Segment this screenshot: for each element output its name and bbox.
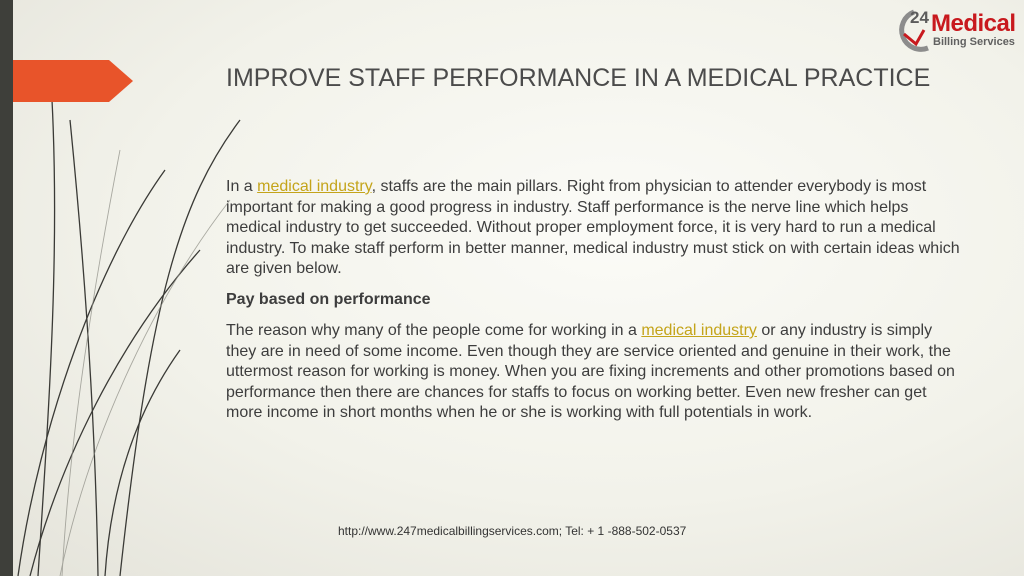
- body-text-start: The reason why many of the people come for working in a: [226, 322, 642, 339]
- footer-contact: http://www.247medicalbillingservices.com; Tel: + 1 -888-502-0537: [338, 524, 687, 538]
- title-arrow-marker: [13, 60, 133, 102]
- page-title: IMPROVE STAFF PERFORMANCE IN A MEDICAL PRACTICE: [226, 64, 931, 92]
- body-text-end: or any industry is simply they are in need of some income. Even though they are service oriented and genuine in their work, the uttermost reason for working is money. When you are fixing increments and other promotions based on performance then there are chances for staffs to focus on working better. Even new fresher can get more income in short months when he or she is working with full potentials in work.: [226, 322, 955, 421]
- intro-text-end: , staffs are the main pillars. Right from physician to attender everybody is most important for making a good progress in industry. Staff performance is the nerve line which helps medical industry to get succeeded. Without proper employment force, it is very hard to run a medical industry. To make staff perform in better manner, medical industry must stick on with certain ideas which are given below.: [226, 178, 960, 277]
- logo-number: 24: [910, 8, 929, 27]
- company-logo: [894, 4, 1020, 56]
- medical-industry-link-2[interactable]: medical industry: [641, 322, 757, 339]
- intro-paragraph: [226, 177, 961, 280]
- logo-subtitle: Billing Services: [933, 36, 1015, 48]
- main-content: [226, 177, 961, 434]
- section-heading: Pay based on performance: [226, 290, 431, 308]
- medical-industry-link[interactable]: medical industry: [257, 178, 372, 195]
- logo-brand: Medical: [931, 10, 1016, 37]
- body-paragraph: [226, 321, 961, 424]
- intro-text-start: In a: [226, 178, 258, 195]
